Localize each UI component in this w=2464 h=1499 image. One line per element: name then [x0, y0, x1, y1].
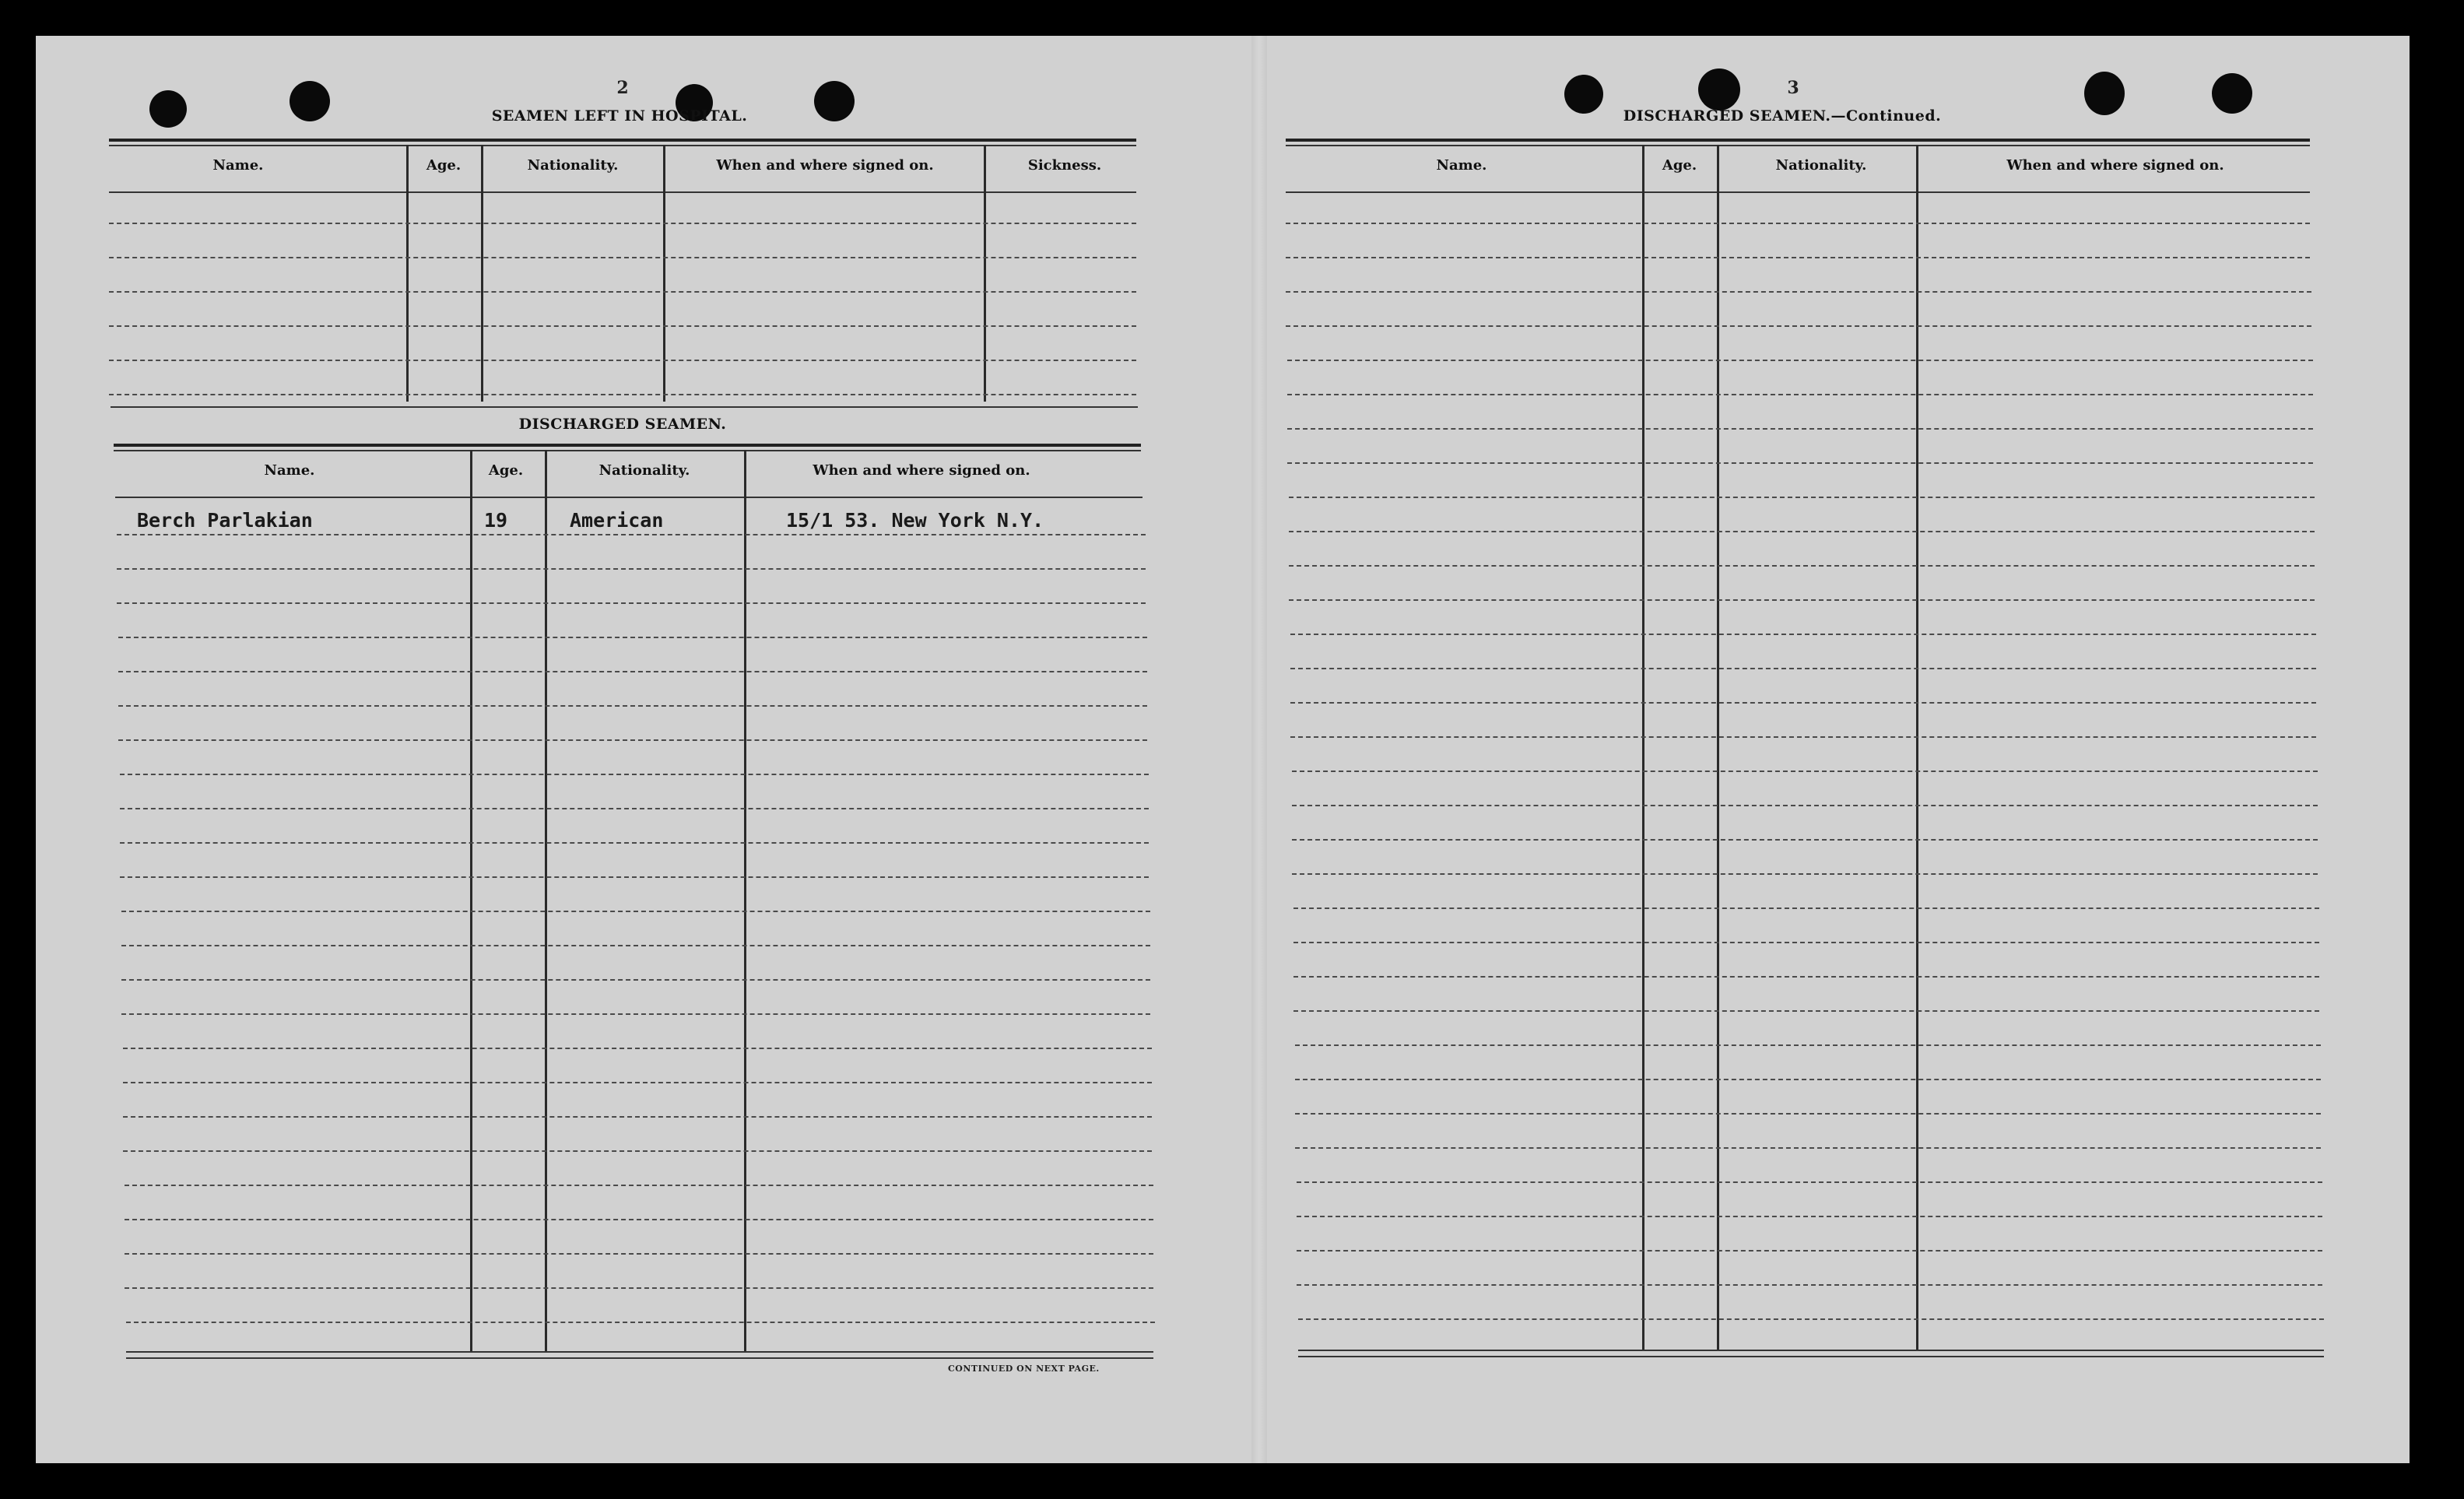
row-rule: [1286, 223, 2310, 224]
table-rule: [1286, 139, 2310, 142]
row-rule: [1292, 873, 2318, 875]
row-rule: [1287, 360, 2313, 361]
row-rule: [1293, 942, 2319, 943]
column-header-age: Age.: [488, 462, 524, 479]
row-rule: [1293, 976, 2319, 978]
row-rule: [1290, 668, 2316, 669]
row-rule: [1298, 1318, 2324, 1320]
seaman-name: Berch Parlakian: [137, 509, 313, 532]
row-rule: [1287, 394, 2313, 395]
row-rule: [1289, 497, 2315, 498]
row-rule: [1286, 291, 2311, 293]
row-rule: [1287, 428, 2313, 430]
discharged-section-title: DISCHARGED SEAMEN.: [518, 416, 727, 433]
page-number: 2: [616, 78, 629, 98]
row-rule: [1287, 462, 2313, 464]
row-rule: [1286, 257, 2310, 258]
row-rule: [1292, 771, 2318, 772]
row-rule: [1295, 1044, 2321, 1046]
row-rule: [1297, 1216, 2322, 1217]
row-rule: [1290, 736, 2316, 738]
seaman-nationality: American: [570, 509, 664, 532]
continued-note: CONTINUED ON NEXT PAGE.: [948, 1364, 1100, 1374]
row-rule: [1292, 805, 2318, 806]
hospital-section-title: SEAMEN LEFT IN HOSPITAL.: [491, 107, 748, 125]
row-rule: [1292, 839, 2318, 841]
row-rule: [1295, 1147, 2321, 1149]
column-header-age: Age.: [1662, 157, 1697, 174]
column-header-nationality: Nationality.: [1775, 157, 1867, 174]
row-rule: [1297, 1181, 2322, 1183]
row-rule: [1289, 565, 2315, 567]
row-rule: [1295, 1113, 2321, 1115]
row-rule: [1290, 702, 2316, 704]
discharged-continued-title: DISCHARGED SEAMEN.—Continued.: [1623, 107, 1942, 125]
row-rule: [1293, 907, 2319, 909]
seaman-signed-on: 15/1 53. New York N.Y.: [786, 509, 1044, 532]
seaman-age: 19: [484, 509, 508, 532]
column-header-name: Name.: [212, 157, 264, 174]
column-header-nationality: Nationality.: [527, 157, 619, 174]
column-header-sickness: Sickness.: [1027, 157, 1102, 174]
column-header-name: Name.: [264, 462, 315, 479]
table-rule: [1298, 1350, 2324, 1351]
column-header-nationality: Nationality.: [598, 462, 690, 479]
column-header-signed-on: When and where signed on.: [813, 462, 1030, 479]
table-rule: [1286, 145, 2310, 146]
row-rule: [1297, 1284, 2322, 1286]
row-rule: [1295, 1079, 2321, 1080]
header-rule: [1286, 191, 2310, 193]
column-header-age: Age.: [426, 157, 462, 174]
column-header-signed-on: When and where signed on.: [2006, 157, 2224, 174]
table-rule: [1298, 1356, 2324, 1357]
column-header-signed-on: When and where signed on.: [716, 157, 934, 174]
row-rule: [1293, 1010, 2319, 1012]
row-rule: [1297, 1250, 2322, 1252]
row-rule: [1286, 325, 2311, 327]
row-rule: [1289, 531, 2315, 532]
row-rule: [1290, 634, 2316, 635]
row-rule: [1289, 599, 2315, 601]
column-header-name: Name.: [1436, 157, 1487, 174]
page-number: 3: [1787, 78, 1799, 98]
